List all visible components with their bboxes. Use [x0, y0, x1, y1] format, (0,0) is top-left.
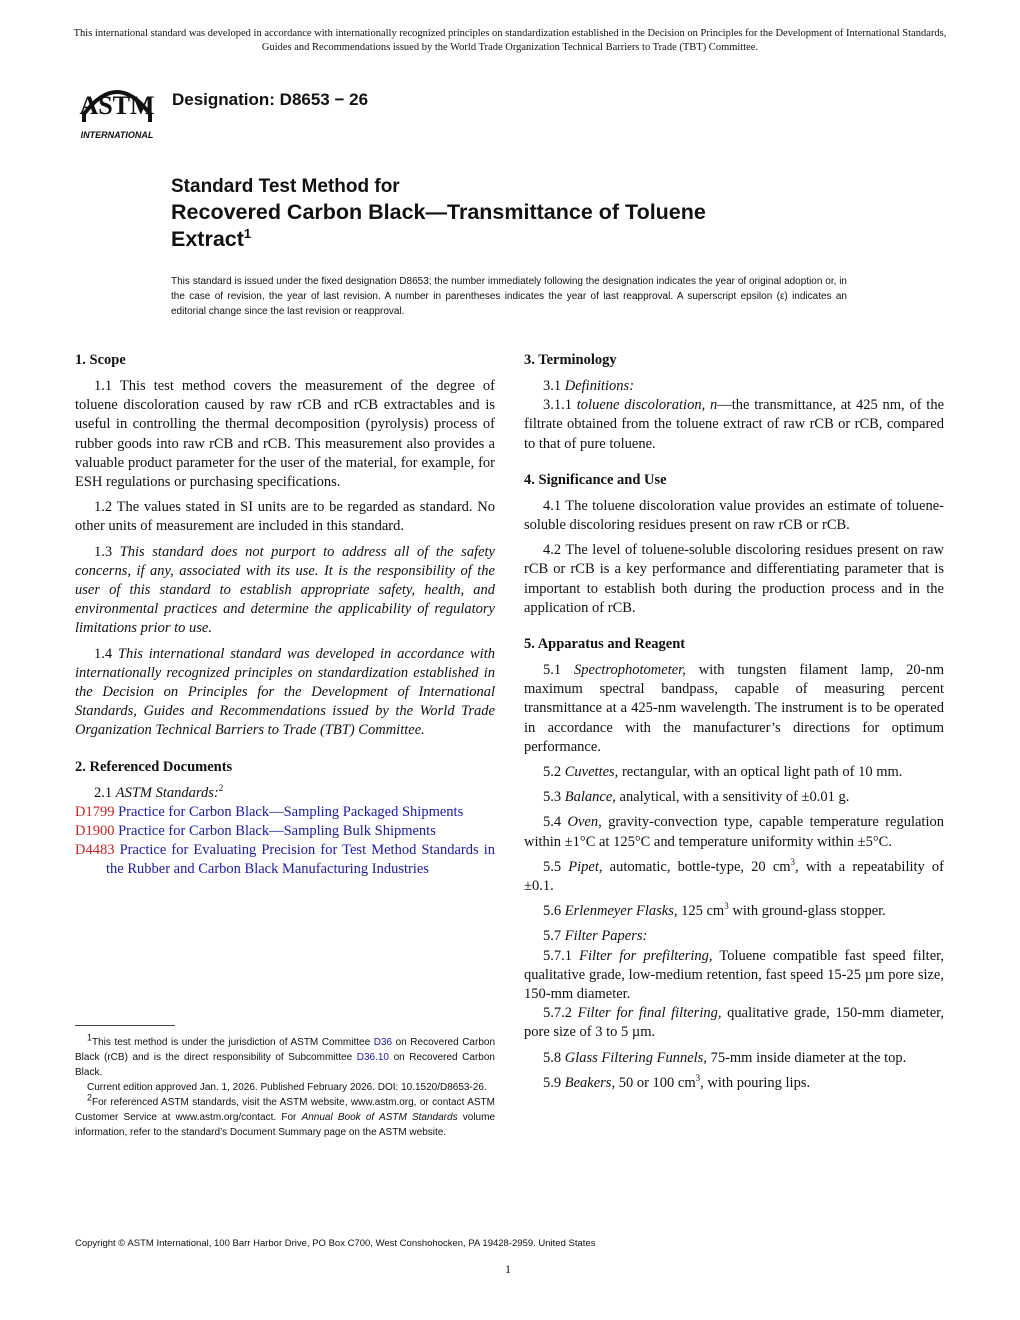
reference-d1799[interactable] [75, 803, 495, 822]
para-5-2-num: 5.2 [543, 764, 565, 781]
para-5-1-num: 5.1 [543, 662, 575, 679]
para-5-3-text: analytical, with a sensitivity of ±0.01 g. [615, 789, 850, 806]
title-footnote-mark: 1 [243, 225, 252, 241]
footnote-2-text-b: volume information, refer to the standard’s Document Summary page on the ASTM website. [75, 1112, 496, 1138]
title-line-1: Standard Test Method for [171, 176, 400, 197]
para-5-7-1-text: Toluene compatible fast speed filter, qualitative grade, low-medium retention, fast speed 15-25 µm pore size, 150-mm diameter. [524, 947, 945, 1003]
reference-code[interactable]: D4483 [75, 842, 115, 859]
footnotes [75, 1032, 496, 1140]
para-5-7 [524, 927, 944, 946]
para-5-7-1 [524, 947, 944, 1005]
para-1-4-text: This international standard was developed in accordance with internationally recognized principles on standardization established in the Decision on Principles for the Development of International Standards, Guides and Recommendations issued by the World Trade Organization Technical Barriers to Trade (TBT) Committee. [75, 645, 495, 739]
page-number: 1 [505, 1262, 511, 1276]
footnote-2-text-a: For referenced ASTM standards, visit the ASTM website, www.astm.org, or contact ASTM Customer Service at www.astm.org/contact. For [75, 1097, 495, 1123]
section-apparatus-heading: 5. Apparatus and Reagent [524, 636, 686, 653]
para-5-5-sup: 3 [790, 857, 796, 868]
reference-code[interactable]: D1900 [75, 823, 115, 840]
para-5-2 [524, 763, 944, 782]
para-5-6-num: 5.6 [543, 903, 565, 920]
para-3-1 [524, 377, 944, 396]
para-5-1-text: with tungsten filament lamp, 20-nm maximum spectral bandpass, capable of measuring percent transmittance at a 425-nm wavelength. The instrument is to be operated in accordance with the manufacturer’s directions for optimum performance. [524, 662, 944, 755]
para-1-3-text: This standard does not purport to address all of the safety concerns, if any, associated with its use. It is the responsibility of the user of this standard to establish appropriate safety, health, and environmental practices and determine the applicability of regulatory limitations prior to use. [75, 543, 495, 637]
para-1-4-num: 1.4 [94, 645, 118, 662]
top-notice: This international standard was developed in accordance with internationally recognized principles on standardization established in the Decision on Principles for the Development of International Standards, Guides and Recommendations issued by the World Trade Organization Technical Barriers to Trade (TBT) Committee. [73, 28, 947, 53]
para-5-3-term: Balance, [564, 789, 616, 806]
reference-title[interactable]: Practice for Evaluating Precision for Test Method Standards in the Rubber and Carbon Black Manufacturing Industries [106, 842, 495, 878]
para-1-3-num: 1.3 [94, 543, 120, 560]
para-5-5-term: Pipet, [568, 858, 603, 875]
para-3-1-num: 3.1 [543, 378, 565, 394]
para-2-1-sup: 2 [218, 782, 224, 793]
section-significance-heading: 4. Significance and Use [524, 471, 667, 488]
para-1-3 [75, 543, 495, 639]
footnote-1-text-a: This test method is under the jurisdiction of ASTM Committee [92, 1037, 374, 1048]
logo-subtext: INTERNATIONAL [80, 130, 154, 140]
para-5-1-term: Spectrophotometer, [574, 662, 686, 679]
designation: Designation: D8653 − 26 [172, 90, 369, 109]
para-5-6-text-a: 125 cm [677, 903, 725, 920]
para-5-7-2-text: qualitative grade, 150-mm diameter, pore size of 3 to 5 µm. [524, 1005, 945, 1041]
section-terminology-heading: 3. Terminology [524, 352, 617, 368]
para-3-1-1-term: toluene discoloration, n [576, 397, 718, 414]
para-5-9-text-b: , with pouring lips. [700, 1074, 811, 1091]
copyright: Copyright © ASTM International, 100 Barr Harbor Drive, PO Box C700, West Conshohocken, PA 19428-2959. United States [75, 1238, 596, 1249]
title-line-3-text: Extract [171, 227, 244, 251]
para-5-2-text: rectangular, with an optical light path of 10 mm. [618, 764, 903, 781]
footnote-1-mark: 1 [87, 1032, 93, 1043]
para-2-1 [75, 784, 495, 803]
para-5-9-term: Beakers, [564, 1074, 616, 1091]
para-5-4-term: Oven, [567, 814, 602, 831]
footnote-1 [75, 1032, 496, 1080]
reference-code[interactable]: D1799 [75, 803, 115, 820]
para-1-1: 1.1 This test method covers the measurement of the degree of toluene discoloration caused by raw rCB and rCB extractables and is useful in controlling the thermal decomposition (pyrolysis) process of rubber goods into raw rCB and rCB. This measurement also provides a valuable product parameter for the user of the material, for example, for ESH regulations or purchasing specifications. [75, 378, 495, 491]
para-5-6-term: Erlenmeyer Flasks, [564, 903, 678, 920]
para-5-7-2-num: 5.7.2 [543, 1005, 578, 1022]
para-5-6-sup: 3 [724, 901, 729, 912]
para-5-7-1-term: Filter for prefiltering, [579, 947, 713, 964]
footnote-1-edition: Current edition approved Jan. 1, 2026. Published February 2026. DOI: 10.1520/D8653-26. [87, 1082, 487, 1093]
para-4-2: 4.2 The level of toluene-soluble discoloring residues present on raw rCB or rCB is a key performance and differentiating parameter that is important to establish both during the production process and in the application of rCB. [524, 542, 944, 616]
reference-title[interactable]: Practice for Carbon Black—Sampling Bulk Shipments [118, 823, 436, 840]
para-5-1 [524, 661, 944, 757]
para-5-5 [524, 858, 944, 896]
para-3-1-1-num: 3.1.1 [543, 397, 577, 414]
para-3-1-1 [524, 396, 944, 454]
footnote-rule [75, 1025, 175, 1026]
para-5-8 [524, 1049, 944, 1068]
para-5-5-text-a: automatic, bottle-type, 20 cm [602, 858, 791, 875]
para-5-8-num: 5.8 [543, 1049, 565, 1066]
para-5-6-text-b: with ground-glass stopper. [728, 903, 886, 920]
para-5-9-text-a: 50 or 100 cm [615, 1074, 696, 1091]
title-block [171, 175, 706, 253]
subcommittee-link[interactable]: D36.10 [356, 1052, 389, 1063]
para-5-5-text-b: , with a repeatability of ±0.1. [524, 858, 945, 895]
section-scope-heading: 1. Scope [75, 352, 126, 368]
issue-note: This standard is issued under the fixed designation D8653; the number immediately following the designation indicates the year of original adoption or, in the case of revision, the year of last revision. A number in parentheses indicates the year of last reapproval. A superscript epsilon (ε) indicates an editorial change since the last revision or reapproval. [171, 276, 847, 317]
para-4-1: 4.1 The toluene discoloration value provides an estimate of toluene-soluble discoloring residues present on raw rCB or rCB. [524, 497, 944, 534]
para-5-9 [524, 1074, 944, 1093]
section-refs-heading: 2. Referenced Documents [75, 758, 233, 775]
right-column [524, 350, 944, 1099]
reference-title[interactable]: Practice for Carbon Black—Sampling Packaged Shipments [118, 803, 464, 820]
para-5-8-text: 75-mm inside diameter at the top. [706, 1049, 907, 1066]
para-5-7-1-num: 5.7.1 [543, 947, 580, 964]
para-5-8-term: Glass Filtering Funnels, [564, 1049, 707, 1066]
left-column [75, 350, 495, 880]
para-5-7-num: 5.7 [543, 928, 565, 945]
para-5-9-num: 5.9 [543, 1074, 565, 1091]
footnote-1-text-b: on Recovered Carbon Black (rCB) and is the direct responsibility of Subcommittee [75, 1037, 496, 1063]
para-5-3 [524, 788, 944, 807]
footnote-2-italic: Annual Book of ASTM Standards [301, 1112, 458, 1123]
para-2-1-num: 2.1 [94, 784, 116, 801]
para-5-7-term: Filter Papers: [564, 928, 648, 945]
para-2-1-text: ASTM Standards: [115, 784, 219, 801]
para-5-2-term: Cuvettes, [564, 764, 619, 781]
reference-d4483[interactable] [75, 841, 495, 879]
para-3-1-text: Definitions: [564, 378, 635, 394]
footnote-2-mark: 2 [87, 1092, 93, 1103]
footnote-2 [75, 1092, 496, 1140]
logo-text: ASTM [79, 91, 155, 120]
para-1-4 [75, 645, 495, 741]
para-5-4-text: gravity-convection type, capable temperature regulation within ±1°C at 125°C and temperature uniformity within ±5°C. [524, 814, 944, 850]
para-5-7-2-term: Filter for final filtering, [577, 1005, 722, 1022]
title-line-2: Recovered Carbon Black—Transmittance of Toluene [171, 200, 706, 224]
para-3-1-1-text: —the transmittance, at 425 nm, of the filtrate obtained from the toluene extract of raw rCB or rCB, compared to that of pure toluene. [524, 397, 945, 452]
para-5-3-num: 5.3 [543, 789, 565, 806]
committee-link[interactable]: D36 [373, 1037, 393, 1048]
para-5-9-sup: 3 [695, 1073, 701, 1084]
footnote-1-text-c: on Recovered Carbon Black. [75, 1052, 495, 1078]
para-5-5-num: 5.5 [543, 858, 569, 875]
para-5-6 [524, 902, 944, 921]
para-5-7-2 [524, 1004, 944, 1042]
para-5-4 [524, 813, 944, 851]
para-5-4-num: 5.4 [543, 814, 568, 831]
reference-d1900[interactable] [75, 822, 495, 841]
astm-logo [74, 70, 160, 142]
title-line-3 [171, 226, 706, 253]
para-1-2: 1.2 The values stated in SI units are to be regarded as standard. No other units of measurement are included in this standard. [75, 499, 495, 535]
